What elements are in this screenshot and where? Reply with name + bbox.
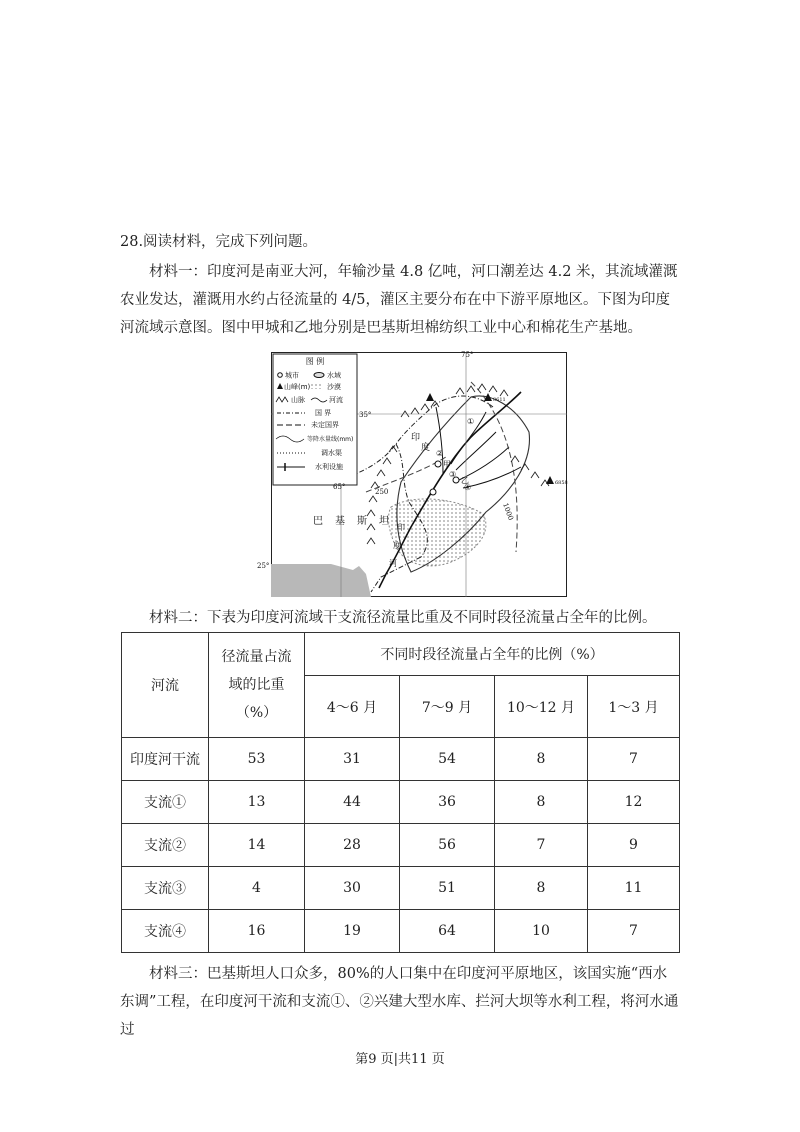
region-label-char: 度 — [421, 443, 431, 453]
tributary-label: ④ — [464, 483, 472, 492]
row-value: 7 — [495, 824, 588, 867]
legend-water-symbol — [314, 373, 324, 378]
table-row — [122, 824, 680, 867]
row-river-name: 支流① — [122, 781, 209, 824]
legend-canal: 调水渠 — [321, 449, 342, 457]
table-row — [122, 738, 680, 781]
row-value: 44 — [305, 781, 400, 824]
header-share-line: 径流量占流 — [221, 649, 292, 665]
isohyet-250-label: 250 — [375, 488, 389, 496]
row-value: 12 — [588, 781, 680, 824]
row-value: 51 — [400, 867, 495, 910]
country-label-char: 坦 — [379, 516, 389, 527]
row-value: 31 — [305, 738, 400, 781]
legend-city: 城市 — [285, 371, 299, 380]
isohyet-1000-label: 1000 — [501, 501, 515, 522]
row-value: 64 — [400, 910, 495, 953]
header-period: 1～3 月 — [588, 676, 680, 738]
legend-desert: 沙漠 — [327, 383, 341, 391]
material-3: 材料三：巴基斯坦人口众多，80%的人口集中在印度河平原地区，该国实施“西水东调”工程，在印度河干流和支流①、②兴建大型水库、拦河大坝等水利工程，将河水通过 — [120, 966, 679, 1038]
row-value: 19 — [305, 910, 400, 953]
row-share: 53 — [209, 738, 305, 781]
row-value: 8 — [495, 781, 588, 824]
table-row — [122, 867, 680, 910]
material-2: 材料二：下表为印度河流域干支流径流量比重及不同时段径流量占全年的比例。 — [149, 610, 657, 626]
row-value: 8 — [495, 867, 588, 910]
legend-isohyet: 等降水量线(mm) — [307, 436, 354, 443]
lat-25-label: 25° — [257, 562, 270, 570]
row-river-name: 支流④ — [122, 910, 209, 953]
header-river: 河流 — [122, 633, 209, 738]
tributary-label: ① — [467, 417, 475, 426]
header-period: 7～9 月 — [400, 676, 495, 738]
row-river-name: 支流② — [122, 824, 209, 867]
row-value: 11 — [588, 867, 680, 910]
row-share: 4 — [209, 867, 305, 910]
header-periods-title: 不同时段径流量占全年的比例（%） — [305, 633, 680, 676]
river-label-char: 印 — [397, 523, 405, 532]
row-share: 16 — [209, 910, 305, 953]
row-value: 8 — [495, 738, 588, 781]
tributary-label: ② — [436, 449, 444, 458]
header-period: 4～6 月 — [305, 676, 400, 738]
peak-elevation-label: 6858 — [555, 480, 568, 486]
country-label-char: 斯 — [357, 516, 367, 527]
row-value: 7 — [588, 738, 680, 781]
row-value: 9 — [588, 824, 680, 867]
country-label-char: 基 — [335, 516, 345, 527]
page-footer: 第9 页|共11 页 — [355, 1052, 445, 1067]
river-label-char: 河 — [389, 559, 397, 568]
row-river-name: 支流③ — [122, 867, 209, 910]
legend-undefined-border: 未定国界 — [311, 421, 339, 429]
city-marker — [435, 461, 441, 467]
lon-65-label: 65° — [333, 483, 346, 491]
header-period: 10～12 月 — [495, 676, 588, 738]
row-share: 14 — [209, 824, 305, 867]
row-value: 56 — [400, 824, 495, 867]
header-share-line: 域的比重 — [228, 677, 285, 693]
lat-35-label: 35° — [359, 411, 372, 419]
row-value: 54 — [400, 738, 495, 781]
legend-river: 河流 — [329, 396, 343, 404]
table-row — [122, 910, 680, 953]
legend-desert-symbol — [311, 383, 323, 389]
table-header-row — [122, 633, 680, 676]
sea-area — [271, 564, 371, 597]
row-value: 36 — [400, 781, 495, 824]
legend-facility: 水利设施 — [315, 463, 343, 471]
material-1: 材料一：印度河是南亚大河，年输沙量 4.8 亿吨，河口潮差达 4.2 米，其流域灌溉农业发达，灌溉用水约占径流量的 4/5，灌区主要分布在中下游平原地区。下图为印度河流域示意图。图中甲城和乙地分别是巴基斯坦棉纺织工业中心和棉花生产基地。 — [120, 264, 678, 336]
tributary-label: ③ — [449, 470, 457, 479]
row-value: 7 — [588, 910, 680, 953]
indus-basin-map — [257, 351, 568, 597]
region-label-char: 印 — [411, 433, 421, 443]
row-share: 13 — [209, 781, 305, 824]
header-share-line: （%） — [235, 705, 278, 721]
runoff-table — [121, 632, 680, 953]
legend-border: 国 界 — [315, 409, 332, 417]
legend-title: 图 例 — [305, 357, 325, 366]
city-marker — [430, 489, 436, 495]
lon-75-label: 75° — [461, 351, 474, 359]
country-label-char: 巴 — [313, 516, 323, 527]
city-jia-label: 甲 — [443, 460, 451, 469]
peak-elevation-label: 8611 — [493, 397, 506, 403]
legend-water: 水域 — [327, 371, 341, 380]
header-share — [209, 633, 305, 738]
row-value: 10 — [495, 910, 588, 953]
row-river-name: 印度河干流 — [122, 738, 209, 781]
river-label-char: 度 — [393, 541, 401, 550]
question-title: 28.阅读材料，完成下列问题。 — [120, 234, 318, 250]
place-yi-label: 乙 — [461, 476, 469, 485]
table-row — [122, 781, 680, 824]
legend-mountain: 山脉 — [291, 396, 305, 404]
row-value: 30 — [305, 867, 400, 910]
row-value: 28 — [305, 824, 400, 867]
legend-peak: 山峰(m) — [284, 383, 311, 391]
